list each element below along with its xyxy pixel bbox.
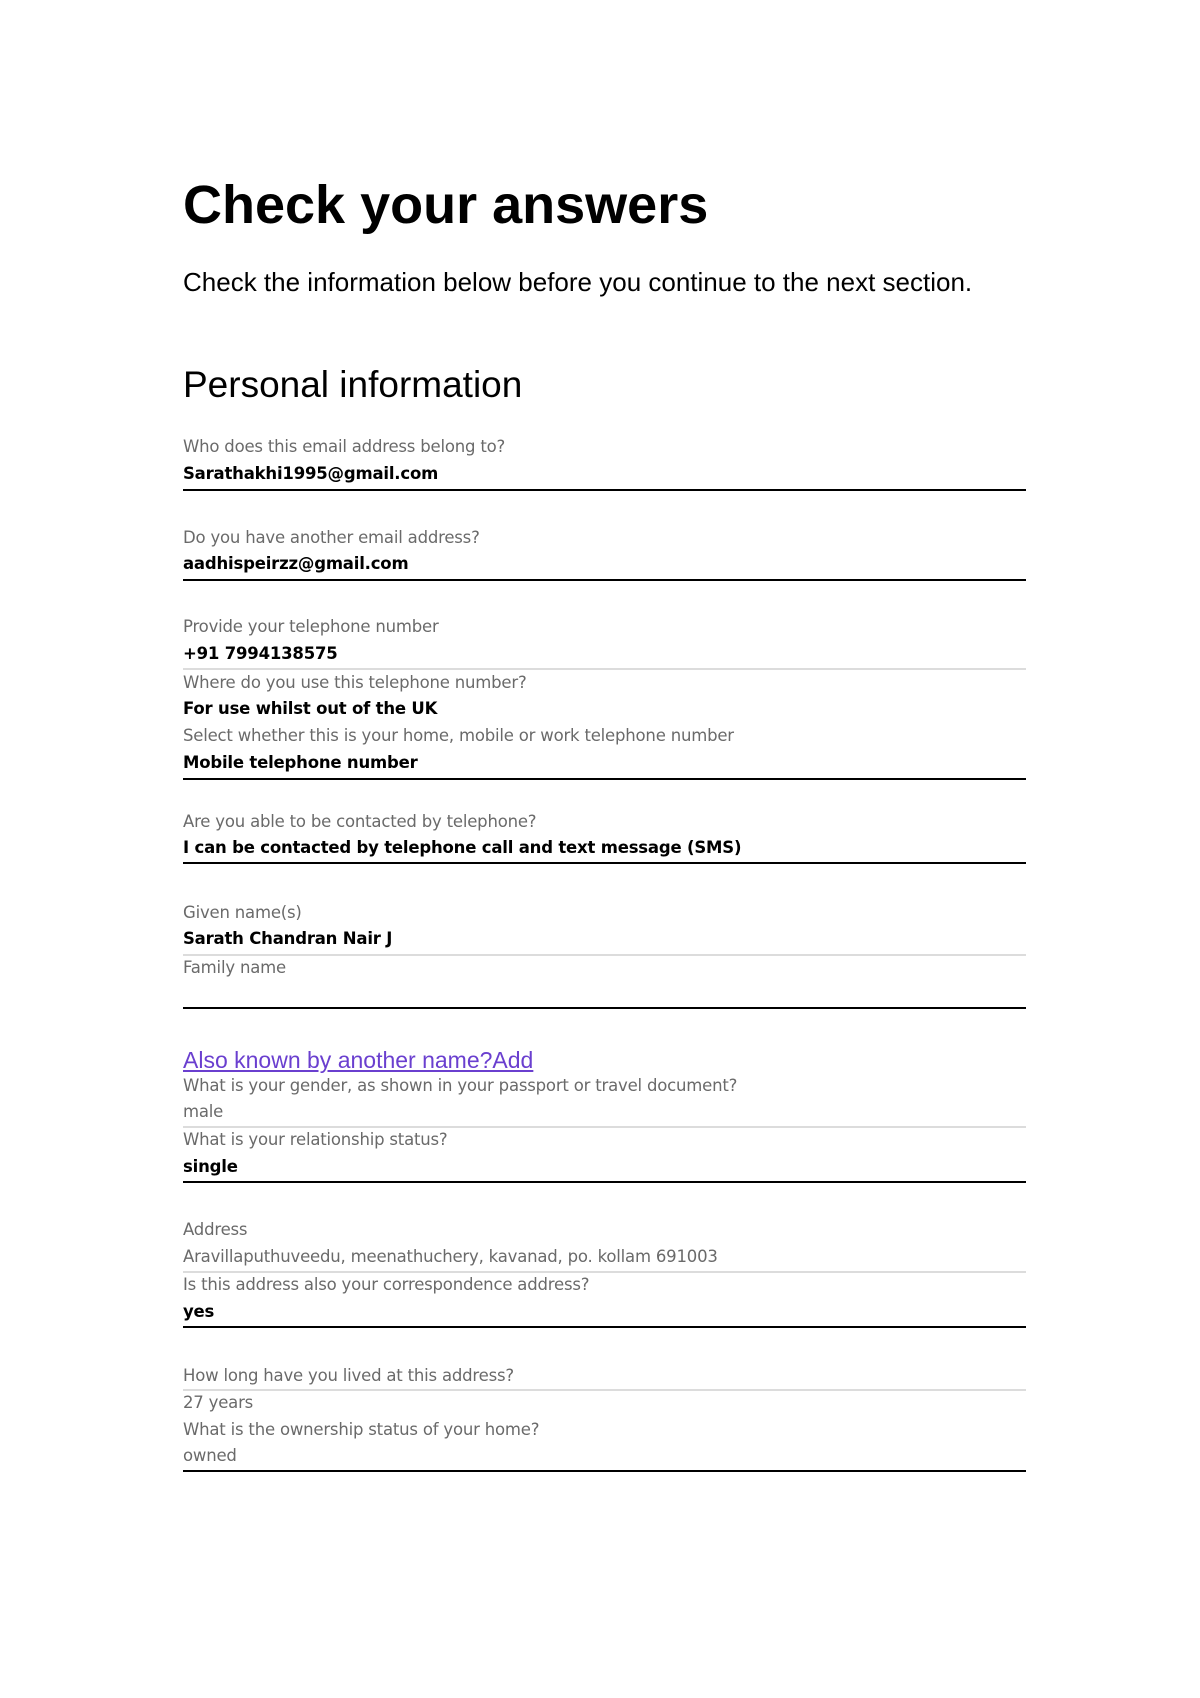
- telephone-use-question: Where do you use this telephone number?: [183, 673, 527, 692]
- divider: [183, 579, 1026, 581]
- contact-by-phone-answer: I can be contacted by telephone call and text message (SMS): [183, 838, 742, 857]
- telephone-type-question: Select whether this is your home, mobile or work telephone number: [183, 726, 734, 745]
- time-at-address-question: How long have you lived at this address?: [183, 1366, 514, 1385]
- email-owner-question: Who does this email address belong to?: [183, 437, 506, 456]
- gender-answer: male: [183, 1102, 224, 1121]
- divider: [183, 1126, 1026, 1128]
- divider: [183, 954, 1026, 956]
- add-other-name-link[interactable]: Also known by another name?Add: [183, 1047, 534, 1073]
- divider: [183, 1470, 1026, 1472]
- page-title: Check your answers: [183, 175, 709, 235]
- relationship-question: What is your relationship status?: [183, 1130, 448, 1149]
- divider: [183, 489, 1026, 491]
- divider: [183, 1389, 1026, 1391]
- divider: [183, 1271, 1026, 1273]
- telephone-answer: +91 7994138575: [183, 644, 338, 663]
- section-heading: Personal information: [183, 364, 523, 405]
- given-names-answer: Sarath Chandran Nair J: [183, 929, 393, 948]
- email-owner-answer: Sarathakhi1995@gmail.com: [183, 464, 439, 483]
- address-question: Address: [183, 1220, 248, 1239]
- relationship-answer: single: [183, 1157, 238, 1176]
- divider: [183, 862, 1026, 864]
- correspondence-answer: yes: [183, 1302, 215, 1321]
- divider: [183, 1007, 1026, 1009]
- address-answer: Aravillaputhuveedu, meenathuchery, kavanad, po. kollam 691003: [183, 1247, 718, 1266]
- other-email-question: Do you have another email address?: [183, 528, 480, 547]
- divider: [183, 778, 1026, 780]
- page-intro: Check the information below before you continue to the next section.: [183, 267, 973, 297]
- family-name-question: Family name: [183, 958, 286, 977]
- divider: [183, 1181, 1026, 1183]
- telephone-type-answer: Mobile telephone number: [183, 753, 418, 772]
- ownership-question: What is the ownership status of your home?: [183, 1420, 540, 1439]
- telephone-use-answer: For use whilst out of the UK: [183, 699, 438, 718]
- telephone-question: Provide your telephone number: [183, 617, 439, 636]
- correspondence-question: Is this address also your correspondence address?: [183, 1275, 590, 1294]
- divider: [183, 1326, 1026, 1328]
- other-email-answer: aadhispeirzz@gmail.com: [183, 554, 409, 573]
- time-at-address-answer: 27 years: [183, 1393, 254, 1412]
- given-names-question: Given name(s): [183, 903, 302, 922]
- ownership-answer: owned: [183, 1446, 237, 1465]
- gender-question: What is your gender, as shown in your passport or travel document?: [183, 1076, 738, 1095]
- contact-by-phone-question: Are you able to be contacted by telephone?: [183, 812, 537, 831]
- divider: [183, 668, 1026, 670]
